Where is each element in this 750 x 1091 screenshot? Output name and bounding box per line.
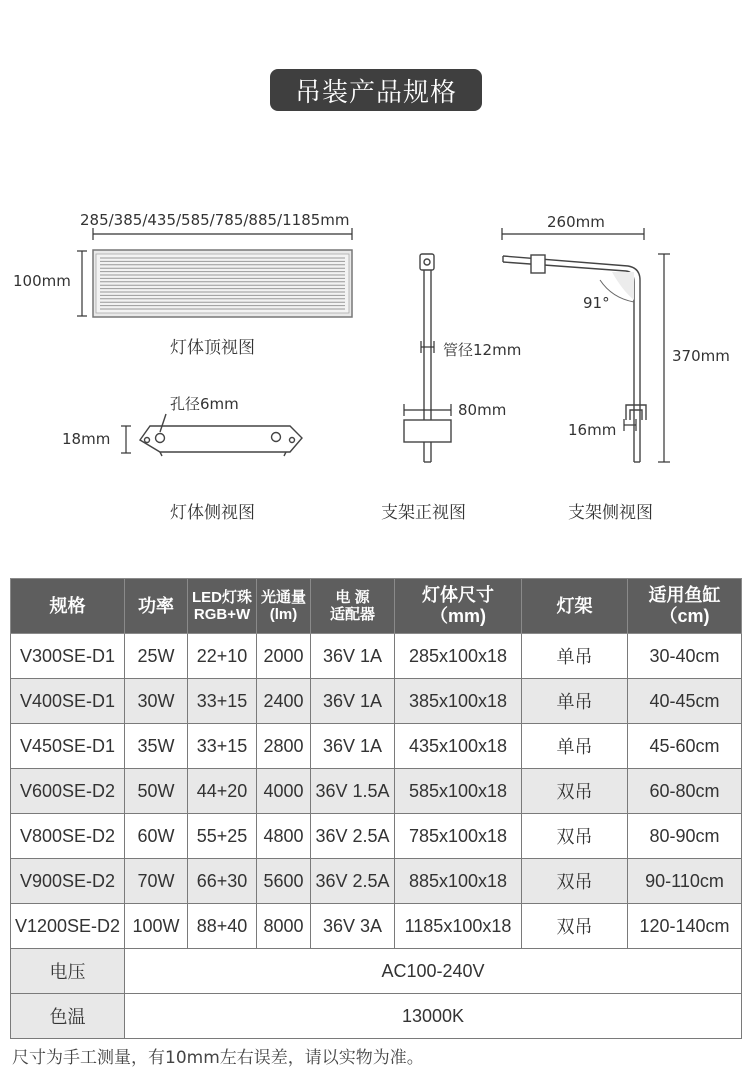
- table-header-text: 灯体尺寸: [422, 585, 494, 606]
- table-row: [11, 859, 742, 904]
- side-view-hole-label: 孔径6mm: [170, 395, 239, 413]
- top-view-width-label: 285/385/435/585/785/885/1185mm: [80, 211, 350, 229]
- table-header-text: 适配器: [329, 606, 375, 623]
- table-cell: 4800: [257, 814, 311, 859]
- table-header-cell: [11, 579, 125, 634]
- table-header-cell: [257, 579, 311, 634]
- table-cell: 5600: [257, 859, 311, 904]
- side-view-height-label: 18mm: [62, 430, 111, 448]
- table-footer-row: [11, 949, 742, 994]
- footer-key: 电压: [11, 949, 125, 994]
- table-header-text: 规格: [49, 595, 86, 616]
- table-cell: 60-80cm: [628, 769, 742, 814]
- table-cell: 1185x100x18: [395, 904, 522, 949]
- table-cell: 70W: [125, 859, 188, 904]
- table-cell: 385x100x18: [395, 679, 522, 724]
- table-cell: 60W: [125, 814, 188, 859]
- table-cell: 2400: [257, 679, 311, 724]
- table-cell: 25W: [125, 634, 188, 679]
- table-cell: 2800: [257, 724, 311, 769]
- table-cell: V300SE-D1: [11, 634, 125, 679]
- top-view-light-body: [93, 250, 352, 317]
- table-cell: 36V 2.5A: [311, 814, 395, 859]
- measurement-note: 尺寸为手工测量，有10mm左右误差，请以实物为准。: [12, 1048, 424, 1068]
- table-cell: 40-45cm: [628, 679, 742, 724]
- stand-front-caption: 支架正视图: [381, 503, 466, 523]
- table-cell: 8000: [257, 904, 311, 949]
- table-header-cell: [125, 579, 188, 634]
- table-cell: 36V 1.5A: [311, 769, 395, 814]
- table-cell: 55+25: [188, 814, 257, 859]
- table-row: [11, 634, 742, 679]
- table-cell: V400SE-D1: [11, 679, 125, 724]
- table-cell: V600SE-D2: [11, 769, 125, 814]
- table-cell: 45-60cm: [628, 724, 742, 769]
- table-row: [11, 724, 742, 769]
- table-header-text: 灯架: [556, 595, 593, 616]
- footer-value: AC100-240V: [125, 949, 742, 994]
- side-view-caption: 灯体侧视图: [170, 503, 255, 523]
- table-cell: 50W: [125, 769, 188, 814]
- table-header-text: 功率: [138, 595, 174, 616]
- table-cell: 单吊: [522, 724, 628, 769]
- table-cell: 30-40cm: [628, 634, 742, 679]
- table-header-cell: [311, 579, 395, 634]
- spec-table: [10, 578, 742, 1039]
- side-view-light-body: [140, 414, 302, 456]
- table-footer-row: [11, 994, 742, 1039]
- table-cell: 35W: [125, 724, 188, 769]
- table-cell: 30W: [125, 679, 188, 724]
- table-cell: V900SE-D2: [11, 859, 125, 904]
- footer-key: 色温: [11, 994, 125, 1039]
- table-cell: 36V 1A: [311, 679, 395, 724]
- top-view-height-label: 100mm: [13, 272, 71, 290]
- table-cell: V450SE-D1: [11, 724, 125, 769]
- table-cell: 36V 1A: [311, 634, 395, 679]
- stand-side-height-label: 370mm: [672, 347, 730, 365]
- stand-front-pipe-label: 管径12mm: [443, 341, 522, 359]
- table-cell: 2000: [257, 634, 311, 679]
- table-cell: 33+15: [188, 724, 257, 769]
- table-header-cell: [188, 579, 257, 634]
- table-header-text: （mm): [429, 606, 486, 626]
- table-cell: 36V 2.5A: [311, 859, 395, 904]
- table-cell: 双吊: [522, 859, 628, 904]
- table-header-text: LED灯珠: [191, 588, 252, 606]
- table-header-cell: [395, 579, 522, 634]
- stand-side-clip-label: 16mm: [568, 421, 617, 439]
- table-cell: 4000: [257, 769, 311, 814]
- page-title: 吊装产品规格: [270, 69, 482, 111]
- stand-front-base-label: 80mm: [458, 401, 507, 419]
- table-cell: 双吊: [522, 814, 628, 859]
- table-cell: V800SE-D2: [11, 814, 125, 859]
- table-cell: 885x100x18: [395, 859, 522, 904]
- table-row: [11, 769, 742, 814]
- table-cell: 80-90cm: [628, 814, 742, 859]
- table-header-text: 光通量: [260, 588, 306, 606]
- table-cell: 单吊: [522, 679, 628, 724]
- table-cell: 285x100x18: [395, 634, 522, 679]
- table-cell: 90-110cm: [628, 859, 742, 904]
- table-cell: V1200SE-D2: [11, 904, 125, 949]
- table-cell: 100W: [125, 904, 188, 949]
- table-cell: 435x100x18: [395, 724, 522, 769]
- table-header-cell: [522, 579, 628, 634]
- stand-side-top-label: 260mm: [547, 213, 605, 231]
- table-cell: 44+20: [188, 769, 257, 814]
- table-row: [11, 904, 742, 949]
- table-cell: 120-140cm: [628, 904, 742, 949]
- table-cell: 单吊: [522, 634, 628, 679]
- table-cell: 785x100x18: [395, 814, 522, 859]
- stand-side-caption: 支架侧视图: [568, 503, 653, 523]
- table-header-row: [11, 579, 742, 634]
- table-cell: 36V 3A: [311, 904, 395, 949]
- table-cell: 22+10: [188, 634, 257, 679]
- footer-value: 13000K: [125, 994, 742, 1039]
- top-view-caption: 灯体顶视图: [170, 338, 255, 358]
- table-cell: 36V 1A: [311, 724, 395, 769]
- table-row: [11, 679, 742, 724]
- table-cell: 双吊: [522, 904, 628, 949]
- table-header-text: （cm): [659, 606, 710, 626]
- table-cell: 双吊: [522, 769, 628, 814]
- table-cell: 66+30: [188, 859, 257, 904]
- table-row: [11, 814, 742, 859]
- table-header-cell: [628, 579, 742, 634]
- table-header-text: 适用鱼缸: [648, 585, 721, 606]
- table-cell: 88+40: [188, 904, 257, 949]
- table-header-text: RGB+W: [193, 606, 251, 623]
- table-header-text: 电 源: [335, 588, 370, 606]
- table-cell: 33+15: [188, 679, 257, 724]
- stand-side-angle-label: 91°: [583, 294, 610, 312]
- table-cell: 585x100x18: [395, 769, 522, 814]
- table-header-text: (lm): [269, 606, 298, 623]
